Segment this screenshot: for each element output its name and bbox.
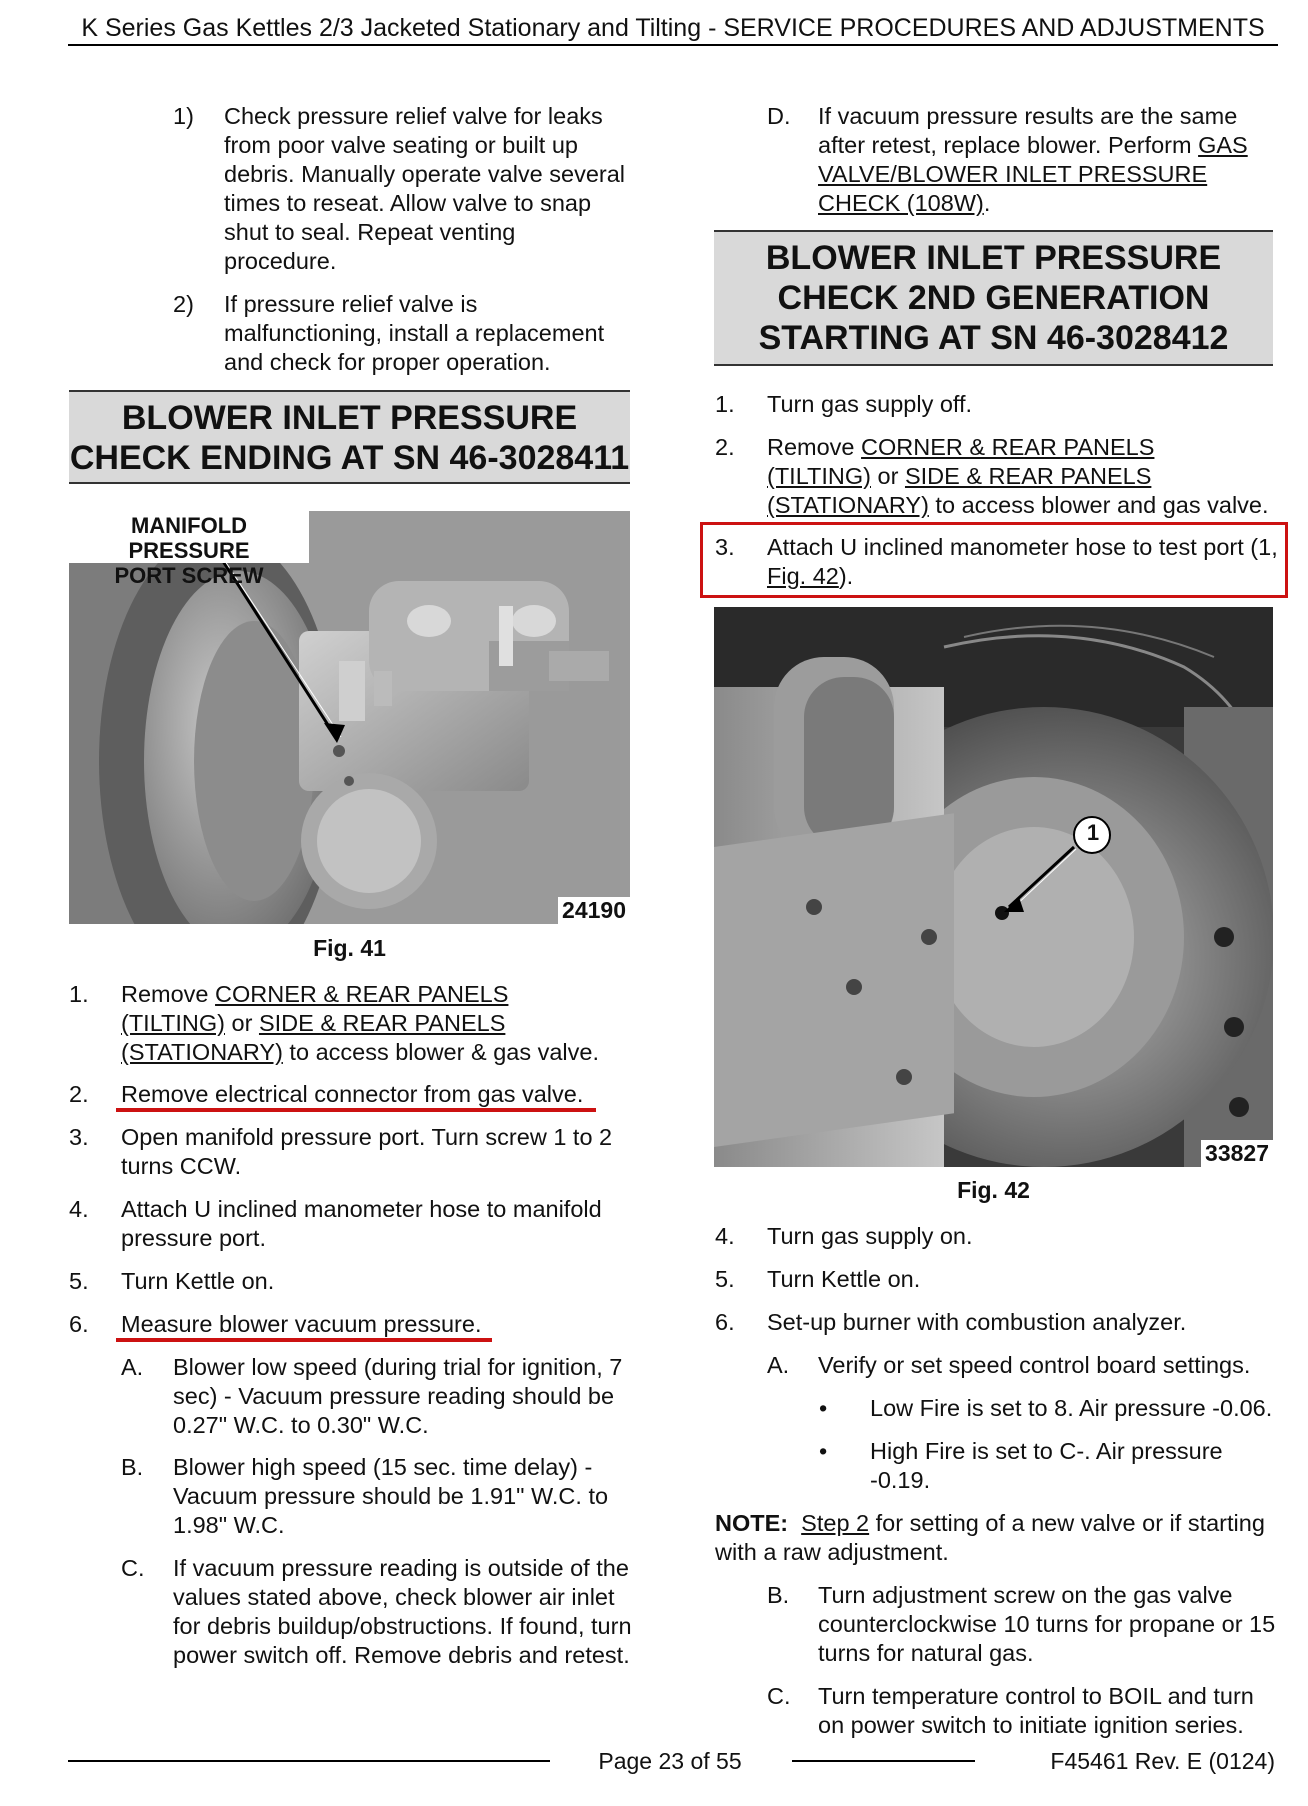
sub-text: Verify or set speed control board settings. bbox=[818, 1352, 1251, 1378]
bullet: • bbox=[819, 1438, 828, 1464]
sub-letter: B. bbox=[767, 1582, 790, 1608]
page-number: Page 23 of 55 bbox=[598, 1748, 742, 1774]
figure-caption: Fig. 41 bbox=[313, 935, 386, 961]
figure-callout-label: MANIFOLD PRESSURE PORT SCREW bbox=[69, 511, 309, 563]
figure-caption: Fig. 42 bbox=[957, 1177, 1030, 1203]
step-text: Attach U inclined manometer hose to manifold pressure port. bbox=[121, 1196, 602, 1251]
page-header bbox=[68, 14, 1278, 46]
step-number: 5. bbox=[69, 1268, 89, 1294]
step-text: Turn Kettle on. bbox=[767, 1266, 921, 1292]
link-fig-42[interactable]: Fig. 42 bbox=[767, 563, 839, 589]
note: NOTE: Step 2 for setting of a new valve or if starting with a raw adjustment. bbox=[715, 1510, 1265, 1565]
sub-text: If vacuum pressure results are the same after retest, replace blower. Perform GAS VALVE/BLOWER INLET PRESSURE CHECK (108W). bbox=[818, 103, 1248, 216]
link-tilting[interactable]: (TILTING) bbox=[121, 1010, 225, 1036]
section-title-left: BLOWER INLET PRESSURE CHECK ENDING AT SN 46-3028411 bbox=[69, 390, 630, 484]
step-number: 1. bbox=[715, 391, 735, 417]
step-number: 4. bbox=[69, 1196, 89, 1222]
step-number: 6. bbox=[69, 1311, 89, 1337]
step-text: Measure blower vacuum pressure. bbox=[121, 1311, 482, 1337]
footer-rule-right bbox=[792, 1760, 975, 1762]
highlight-underline bbox=[116, 1338, 492, 1342]
step-number: 2. bbox=[69, 1081, 89, 1107]
step-number: 2) bbox=[173, 291, 194, 317]
photo-number: 24190 bbox=[558, 897, 630, 924]
document-number: F45461 Rev. E (0124) bbox=[1050, 1748, 1275, 1774]
sub-letter: B. bbox=[121, 1454, 144, 1480]
step-text: Set-up burner with combustion analyzer. bbox=[767, 1309, 1187, 1335]
link-stationary[interactable]: (STATIONARY) bbox=[121, 1039, 283, 1065]
highlight-underline bbox=[116, 1108, 596, 1112]
step-text: Remove CORNER & REAR PANELS (TILTING) or SIDE & REAR PANELS (STATIONARY) to access blower and gas valve. bbox=[767, 434, 1269, 518]
sub-letter: D. bbox=[767, 103, 791, 129]
link-gas-valve-check[interactable]: GAS bbox=[1198, 132, 1248, 158]
link-gas-valve-check[interactable]: CHECK (108W) bbox=[818, 190, 984, 216]
bullet-text: High Fire is set to C-. Air pressure -0.19. bbox=[870, 1438, 1223, 1493]
link-corner-rear-panels[interactable]: CORNER & REAR PANELS bbox=[215, 981, 509, 1007]
header-title: K Series Gas Kettles 2/3 Jacketed Stationary and Tilting - SERVICE PROCEDURES AND ADJUSTMENTS bbox=[81, 14, 1265, 42]
sub-letter: C. bbox=[767, 1683, 791, 1709]
sub-letter: C. bbox=[121, 1555, 145, 1581]
sub-text: Turn adjustment screw on the gas valve counterclockwise 10 turns for propane or 15 turns for natural gas. bbox=[818, 1582, 1276, 1666]
step-text: Remove CORNER & REAR PANELS (TILTING) or SIDE & REAR PANELS (STATIONARY) to access blower & gas valve. bbox=[121, 981, 599, 1065]
step-text: Remove electrical connector from gas valve. bbox=[121, 1081, 584, 1107]
sub-letter: A. bbox=[767, 1352, 790, 1378]
step-number: 5. bbox=[715, 1266, 735, 1292]
blower-photo-illustration bbox=[714, 607, 1273, 1167]
step-number: 2. bbox=[715, 434, 735, 460]
note-label: NOTE: bbox=[715, 1510, 789, 1536]
link-step-2[interactable]: Step 2 bbox=[801, 1510, 870, 1536]
link-side-rear-panels[interactable]: SIDE & REAR PANELS bbox=[904, 463, 1152, 489]
footer-rule-left bbox=[68, 1760, 550, 1762]
step-number: 6. bbox=[715, 1309, 735, 1335]
link-corner-rear-panels[interactable]: CORNER & REAR PANELS bbox=[861, 434, 1155, 460]
figure-41-photo bbox=[69, 511, 630, 924]
bullet-text: Low Fire is set to 8. Air pressure -0.06. bbox=[870, 1395, 1273, 1421]
figure-callout-number: 1 bbox=[1086, 820, 1100, 845]
step-text: Attach U inclined manometer hose to test port (1, Fig. 42). bbox=[767, 534, 1278, 589]
link-tilting[interactable]: (TILTING) bbox=[767, 463, 871, 489]
step-text: Check pressure relief valve for leaks from poor valve seating or built up debris. Manually operate valve several times to reseat. Allow valve to snap shut to seal. Repeat venting procedure. bbox=[224, 103, 626, 274]
step-number: 1. bbox=[69, 981, 89, 1007]
step-text: Turn gas supply on. bbox=[767, 1223, 973, 1249]
step-number: 4. bbox=[715, 1223, 735, 1249]
link-stationary[interactable]: (STATIONARY) bbox=[767, 492, 929, 518]
step-text: Open manifold pressure port. Turn screw 1 to 2 turns CCW. bbox=[121, 1124, 613, 1179]
link-gas-valve-check[interactable]: VALVE/BLOWER INLET PRESSURE bbox=[818, 161, 1208, 187]
step-text: If pressure relief valve is malfunctioning, install a replacement and check for proper operation. bbox=[224, 291, 605, 375]
bullet: • bbox=[819, 1395, 828, 1421]
step-number: 1) bbox=[173, 103, 194, 129]
sub-text: Turn temperature control to BOIL and turn on power switch to initiate ignition series. bbox=[818, 1683, 1254, 1738]
sub-letter: A. bbox=[121, 1354, 144, 1380]
step-text: Turn Kettle on. bbox=[121, 1268, 275, 1294]
step-number: 3. bbox=[69, 1124, 89, 1150]
link-side-rear-panels[interactable]: SIDE & REAR PANELS bbox=[258, 1010, 506, 1036]
figure-42-photo bbox=[714, 607, 1273, 1167]
sub-text: If vacuum pressure reading is outside of the values stated above, check blower air inlet for debris buildup/obstructions. If found, turn power switch off. Remove debris and retest. bbox=[173, 1555, 632, 1668]
photo-number: 33827 bbox=[1201, 1140, 1273, 1167]
step-text: Turn gas supply off. bbox=[767, 391, 973, 417]
sub-text: Blower high speed (15 sec. time delay) - Vacuum pressure should be 1.91" W.C. to 1.98" W.C. bbox=[173, 1454, 609, 1538]
section-title-right: BLOWER INLET PRESSURE CHECK 2ND GENERATION STARTING AT SN 46-3028412 bbox=[714, 230, 1273, 366]
step-number: 3. bbox=[715, 534, 735, 560]
sub-text: Blower low speed (during trial for ignition, 7 sec) - Vacuum pressure reading should be 0.27" W.C. to 0.30" W.C. bbox=[173, 1354, 623, 1438]
